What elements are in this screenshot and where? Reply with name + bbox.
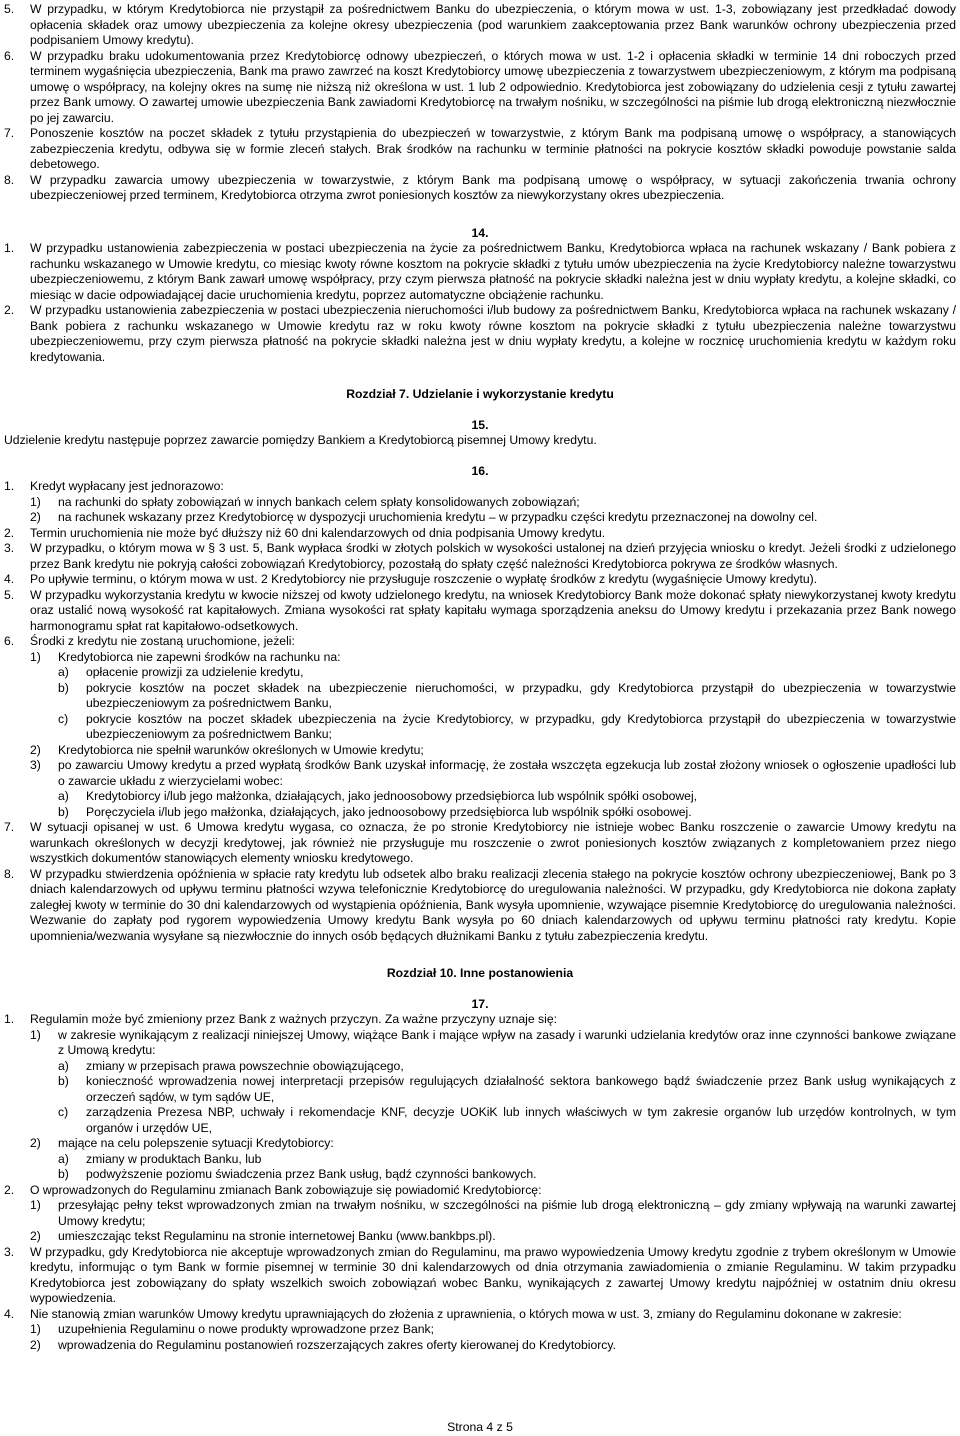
sub-sub-item-letter: a)	[58, 665, 69, 679]
page-number: Strona 4 z 5	[447, 1420, 513, 1434]
sub-item-text: na rachunki do spłaty zobowiązań w innych bankach celem spłaty konsolidowanych zobowiązań;	[58, 494, 580, 509]
sub-item-body	[58, 650, 956, 743]
section-15-heading: 15.	[471, 417, 489, 432]
item-text: Kredyt wypłacany jest jednorazowo:	[30, 479, 224, 493]
item-body	[30, 49, 956, 127]
sub-sub-item	[58, 1059, 956, 1075]
sub-item-body	[58, 758, 956, 820]
item-number: 1.	[4, 479, 15, 493]
item-text: O wprowadzonych do Regulaminu zmianach Bank zobowiązuje się powiadomić Kredytobiorcę:	[30, 1182, 542, 1197]
item-number: 6.	[4, 634, 15, 648]
sub-item-text: na rachunek wskazany przez Kredytobiorcę w dyspozycji uruchomienia kredytu – w przypadku części kredytu przeznaczonej na dowolny cel.	[58, 510, 818, 524]
sub-item-number: 1)	[30, 494, 41, 509]
item-text: Termin uruchomienia nie może być dłuższy niż 60 dni kalendarzowych od dnia podpisania Umowy kredytu.	[30, 525, 606, 540]
sub-item-number: 2)	[30, 510, 41, 524]
sub-sub-item-text: pokrycie kosztów na poczet składek na ubezpieczenie nieruchomości, w przypadku, gdy Kredytobiorca przystąpił do ubezpieczenia w towarzystwie ubezpieczeniowym za pośrednictwem Banku,	[86, 680, 956, 710]
sub-sub-item	[58, 712, 956, 743]
item-text: Ponoszenie kosztów na poczet składek z tytułu przystąpienia do ubezpieczeń w towarzystwie, z którym Bank ma podpisaną umowę o współpracy, a stanowiących zabezpieczenia kredytu, odbywa się w formie zleceń stałych. Brak środków na rachunku w terminie płatności na pokrycie kosztów składki powoduje powstanie salda debetowego.	[30, 126, 956, 171]
item-text: W przypadku, o którym mowa w § 3 ust. 5, Bank wypłaca środki w złotych polskich w wysokości ustalonej na dzień przyjęcia wniosku o kredyt. Jeżeli środki z udzielonego przez Bank kredytu nie pokryją całości zobowiązań Kredytobiorcy, pozostałą do spłaty część należności Kredytobiorca pokrywa ze środków własnych.	[30, 541, 956, 571]
item-text: W przypadku wykorzystania kredytu w kwocie niższej od kwoty udzielonego kredytu, na wniosek Kredytobiorcy Bank może dokonać spłaty niewykorzystanej kwoty kredytu oraz ustalić nową wysokość rat kapitałowych. Zmiana wysokości rat spłaty kapitału wymaga sporządzenia aneksu do Umowy kredytu i przekazania przez Bank nowego harmonogramu spłat rat kapitałowo-odsetkowych.	[30, 587, 956, 633]
sub-item	[30, 650, 956, 743]
sub-item-text: po zawarciu Umowy kredytu a przed wypłatą środków Bank uzyskał informację, że została wszczęta egzekucja lub został złożony wniosek o ogłoszenie upadłości lub o zawarcie układu z wierzycielami wobec:	[58, 758, 956, 788]
sub-sub-item-letter: b)	[58, 1074, 69, 1088]
sub-item	[30, 1322, 956, 1338]
list-item	[4, 634, 956, 820]
sub-item-number: 1)	[30, 649, 41, 664]
sub-sub-item	[58, 789, 956, 805]
sub-item-body	[58, 743, 956, 759]
item-number: 4.	[4, 1306, 15, 1321]
sub-sub-item-letter: c)	[58, 711, 69, 726]
item-text: W przypadku braku udokumentowania przez Kredytobiorcę odnowy ubezpieczeń, o których mowa w ust. 1-2 i opłacenia składki w terminie 14 dni roboczych przed terminem wygaśnięcia ubezpieczenia, Bank ma prawo zawrzeć na koszt Kredytobiorcy umowę ubezpieczenia z towarzystwem ubezpieczeniowym, z którym ma podpisaną umowę o współpracy, na kolejny okres na sumę nie niższą niż określona w ust. 1 lub 2 odpowiednio. Kredytobiorca jest zobowiązany do udzielenia cesji z tytułu zawartej przez Bank umowy. O zawartej umowie ubezpieczenia Bank zawiadomi Kredytobiorcę na trwałym nośniku, w szczególności na piśmie lub drogą elektroniczną niezwłocznie po jej zawarciu.	[30, 48, 956, 125]
item-body	[30, 634, 956, 820]
sub-sub-item-text: Poręczyciela i/lub jego małżonka, działających, jako jednoosobowy przedsiębiorca lub wspólnik spółki osobowej.	[86, 804, 692, 819]
item-number: 8.	[4, 866, 15, 881]
item-body	[30, 2, 956, 49]
item-text: W przypadku zawarcia umowy ubezpieczenia w towarzystwie, z którym Bank ma podpisaną umowę o współpracy, w sytuacji zakończenia trwania ochrony ubezpieczeniowej przed terminem, Kredytobiorca otrzyma zwrot poniesionych kosztów za niewykorzystany okres ubezpieczenia.	[30, 172, 956, 202]
list-item	[4, 1307, 956, 1354]
list-item	[4, 1245, 956, 1307]
sub-item-number: 2)	[30, 1229, 41, 1243]
sub-item-text: Kredytobiorca nie zapewni środków na rachunku na:	[58, 649, 341, 664]
section-15-text: Udzielenie kredytu następuje poprzez zawarcie pomiędzy Bankiem a Kredytobiorcą pisemnej Umowy kredytu.	[4, 433, 597, 447]
item-body	[30, 867, 956, 945]
sub-item-number: 1)	[30, 1322, 41, 1336]
list-item	[4, 173, 956, 204]
sub-item-text: przesyłając pełny tekst wprowadzonych zmian na trwałym nośniku, w szczególności na piśmie lub drogą elektroniczną – gdy zmiany wpływają na warunki zawartej Umowy kredytu;	[58, 1198, 956, 1228]
item-body	[30, 126, 956, 173]
sub-item	[30, 1028, 956, 1137]
section-16-heading: 16.	[471, 463, 489, 478]
sub-sub-item	[58, 681, 956, 712]
item-number: 2.	[4, 303, 15, 317]
sub-sub-item	[58, 805, 956, 821]
sub-item-text: w zakresie wynikającym z realizacji niniejszej Umowy, wiążące Bank i mające wpływ na zasady i warunki udzielania kredytów oraz inne czynności bankowe związane z Umową kredytu:	[58, 1027, 956, 1057]
sub-item-text: Kredytobiorca nie spełnił warunków określonych w Umowie kredytu;	[58, 742, 424, 757]
sub-item	[30, 510, 956, 526]
item-number: 2.	[4, 1182, 15, 1197]
list-item	[4, 303, 956, 365]
sub-item-number: 2)	[30, 742, 41, 757]
item-text: W przypadku, w którym Kredytobiorca nie przystąpił za pośrednictwem Banku do ubezpieczenia, o którym mowa w ust. 1-3, zobowiązany jest przedkładać dowody opłacenia składek oraz umowy ubezpieczenia za kolejne okresy ubezpieczenia (pod warunkiem zaakceptowania przez Bank warunków ochrony ubezpieczenia przed podpisaniem Umowy kredytu).	[30, 2, 956, 47]
sub-item-text: umieszczając tekst Regulaminu na stronie internetowej Banku (www.bankbps.pl).	[58, 1229, 496, 1243]
section-17-heading: 17.	[471, 996, 489, 1011]
sub-item	[30, 1229, 956, 1245]
list-item	[4, 1183, 956, 1245]
chapter-7-title: Rozdział 7. Udzielanie i wykorzystanie kredytu	[346, 387, 614, 401]
sub-item-text: uzupełnienia Regulaminu o nowe produkty wprowadzone przez Bank;	[58, 1322, 435, 1336]
item-number: 5.	[4, 2, 15, 16]
item-number: 4.	[4, 572, 15, 586]
sub-sub-item-letter: a)	[58, 1058, 69, 1073]
sub-sub-item	[58, 1105, 956, 1136]
sub-sub-item-letter: b)	[58, 804, 69, 819]
item-body	[30, 1183, 956, 1245]
item-body	[30, 541, 956, 572]
list-item	[4, 241, 956, 303]
item-body	[30, 572, 956, 588]
sub-item-body	[58, 1338, 956, 1354]
item-body	[30, 820, 956, 867]
item-body	[30, 173, 956, 204]
item-text: Nie stanowią zmian warunków Umowy kredytu uprawniających do złożenia z uprawnienia, o których mowa w ust. 3, zmiany do Regulaminu dokonane w zakresie:	[30, 1306, 902, 1321]
sub-item	[30, 495, 956, 511]
list-item	[4, 867, 956, 945]
list-item	[4, 526, 956, 542]
sub-sub-item-text: pokrycie kosztów na poczet składek ubezpieczenia na życie Kredytobiorcy, w przypadku, gdy Kredytobiorca przystąpił do ubezpieczenia w towarzystwie ubezpieczeniowym za pośrednictwem Banku;	[86, 711, 956, 741]
list-item	[4, 126, 956, 173]
sub-sub-item-text: konieczność wprowadzenia nowej interpretacji przepisów regulujących działalność sektora bankowego bądź świadczenie przez Bank usług wynikających z orzeczeń sądów, w tym sądów UE,	[86, 1074, 956, 1104]
item-number: 1.	[4, 241, 15, 255]
item-body	[30, 526, 956, 542]
item-text: W przypadku stwierdzenia opóźnienia w spłacie raty kredytu lub odsetek albo braku realizacji zlecenia stałego na pokrycie kosztów ochrony ubezpieczeniowej, Bank po 3 dniach kalendarzowych od upływu terminu płatności wzywa telefonicznie Kredytobiorcę do uregulowania należności. W przypadku, gdy Kredytobiorca nie dokona zapłaty zaległej kwoty w terminie do 30 dni kalendarzowych od wystąpienia opóźnienia, Bank wysyła upomnienie, wzywające pisemnie Kredytobiorcę do uregulowania należności. Wezwanie do zapłaty pod rygorem wypowiedzenia Umowy kredytu Bank wysyła po 60 dniach kalendarzowych od upływu terminu płatności raty kredytu. Kopie upomnienia/wezwania wysyłane są niezwłocznie do innych osób będących dłużnikami Banku z tytułu zabezpieczenia kredytu.	[30, 866, 956, 943]
sub-item-body	[58, 1229, 956, 1245]
sub-sub-item	[58, 1074, 956, 1105]
sub-item-body	[58, 510, 956, 526]
sub-sub-item-text: zmiany w produktach Banku, lub	[86, 1151, 262, 1166]
item-text: W przypadku, gdy Kredytobiorca nie akceptuje wprowadzonych zmian do Regulaminu, ma prawo wypowiedzenia Umowy kredytu zgodnie z trybem określonym w Umowie kredytu, informując o tym Bank w formie pisemnej w terminie 30 dni kalendarzowych od dnia otrzymania zawiadomienia o zmianie Regulaminu. W takim przypadku Kredytobiorca jest zobowiązany do spłaty wszelkich swoich zobowiązań wobec Banku, wynikających z zawartej Umowy kredytu najpóźniej w ostatnim dniu okresu wypowiedzenia.	[30, 1244, 956, 1305]
list-item	[4, 2, 956, 49]
item-number: 3.	[4, 541, 15, 555]
sub-sub-item-text: opłacenie prowizji za udzielenie kredytu,	[86, 665, 304, 679]
item-text: Regulamin może być zmieniony przez Bank z ważnych przyczyn. Za ważne przyczyny uznaje się:	[30, 1012, 557, 1026]
sub-sub-item	[58, 1167, 956, 1183]
item-text: W przypadku ustanowienia zabezpieczenia w postaci ubezpieczenia nieruchomości i/lub budowy za pośrednictwem Banku, Kredytobiorca wpłaca na rachunek wskazany / Bank pobiera z rachunku wskazanego w Umowie kredytu raz w roku kwoty równe kosztom na pokrycie składki z tytułu ubezpieczenia należne towarzystwu ubezpieczeniowemu, przy czym pierwsza płatność na pokrycie składki należna jest w dniu wypłaty kredytu, a kolejne w rocznicę uruchomienia kredytu w każdym roku kredytowania.	[30, 303, 956, 364]
item-body	[30, 1245, 956, 1307]
sub-sub-item-letter: b)	[58, 680, 69, 695]
sub-item-body	[58, 1322, 956, 1338]
sub-item	[30, 1338, 956, 1354]
sub-item-number: 1)	[30, 1198, 41, 1212]
item-body	[30, 241, 956, 303]
sub-sub-item-text: Kredytobiorcy i/lub jego małżonka, działających, jako jednoosobowy przedsiębiorca lub wspólnik spółki osobowej,	[86, 789, 698, 803]
sub-sub-item-text: zarządzenia Prezesa NBP, uchwały i rekomendacje KNF, decyzje UOKiK lub innych właściwych w tym zakresie organów lub urzędów kontrolnych, w tym organów i urzędów UE,	[86, 1105, 956, 1135]
section-17	[4, 1012, 956, 1353]
sub-sub-item	[58, 1152, 956, 1168]
list-item	[4, 588, 956, 635]
section-16	[4, 479, 956, 944]
item-number: 5.	[4, 587, 15, 602]
item-text: W przypadku ustanowienia zabezpieczenia w postaci ubezpieczenia na życie za pośrednictwem Banku, Kredytobiorca wpłaca na rachunek wskazany / Bank pobiera z rachunku wskazanego w Umowie kredytu, co miesiąc kwoty równe kosztom na pokrycie składki z tytułu umów ubezpieczenia na życie Kredytobiorcy należne towarzystwu ubezpieczeniowemu, z którym Bank zawarł umowę współpracy, przy czym pierwsza płatność na pokrycie składki należna jest w dniu wypłaty kredytu, a kolejne składki, co miesiąc w dacie odpowiadającej dacie uruchomienia kredytu, poprzez automatyczne obciążenie rachunku.	[30, 241, 956, 302]
sub-item-number: 1)	[30, 1027, 41, 1042]
item-body	[30, 479, 956, 526]
sub-item-text: wprowadzenia do Regulaminu postanowień rozszerzających zakres oferty kierowanej do Kredytobiorcy.	[58, 1337, 616, 1352]
sub-sub-item-letter: a)	[58, 1151, 69, 1166]
item-text: Środki z kredytu nie zostaną uruchomione, jeżeli:	[30, 634, 295, 648]
sub-sub-item-letter: a)	[58, 789, 69, 803]
sub-sub-item	[58, 665, 956, 681]
item-number: 6.	[4, 48, 15, 63]
sub-item-text: mające na celu polepszenie sytuacji Kredytobiorcy:	[58, 1136, 334, 1150]
sub-sub-item-letter: b)	[58, 1167, 69, 1181]
sub-item-body	[58, 1136, 956, 1183]
item-body	[30, 588, 956, 635]
sub-item	[30, 758, 956, 820]
list-item	[4, 541, 956, 572]
sub-sub-item-text: zmiany w przepisach prawa powszechnie obowiązującego,	[86, 1058, 404, 1073]
list-item	[4, 572, 956, 588]
sub-item	[30, 1136, 956, 1183]
sub-item	[30, 743, 956, 759]
section-13-continued	[4, 2, 956, 204]
item-body	[30, 1307, 956, 1354]
list-item	[4, 479, 956, 526]
section-14	[4, 241, 956, 365]
sub-item-number: 3)	[30, 758, 41, 772]
item-number: 2.	[4, 525, 15, 540]
section-14-heading: 14.	[471, 225, 489, 240]
item-number: 7.	[4, 820, 15, 834]
item-number: 3.	[4, 1244, 15, 1259]
sub-item-body	[58, 1198, 956, 1229]
item-body	[30, 303, 956, 365]
sub-item-number: 2)	[30, 1136, 41, 1150]
sub-item-body	[58, 1028, 956, 1137]
sub-sub-item-text: podwyższenie poziomu świadczenia przez Bank usług, bądź czynności bankowych.	[86, 1167, 537, 1181]
item-number: 7.	[4, 126, 15, 140]
item-number: 8.	[4, 172, 15, 187]
item-text: W sytuacji opisanej w ust. 6 Umowa kredytu wygasa, co oznacza, że po stronie Kredytobiorcy nie istnieje wobec Banku roszczenie o zawarcie Umowy kredytu na warunkach określonych w decyzji kredytowej, jak również nie przysługuje mu roszczenie o zwrot poniesionych kosztów związanych z kompletowaniem przez niego wszystkich dokumentów stanowiących elementy wniosku kredytowego.	[30, 820, 956, 865]
list-item	[4, 1012, 956, 1183]
sub-item-body	[58, 495, 956, 511]
sub-item	[30, 1198, 956, 1229]
chapter-10-title: Rozdział 10. Inne postanowienia	[386, 966, 574, 980]
item-body	[30, 1012, 956, 1183]
item-text: Po upływie terminu, o którym mowa w ust. 2 Kredytobiorcy nie przysługuje roszczenie o wypłatę środków z kredytu (wygaśnięcie Umowy kredytu).	[30, 572, 818, 586]
list-item	[4, 49, 956, 127]
sub-sub-item-letter: c)	[58, 1105, 69, 1119]
list-item	[4, 820, 956, 867]
sub-item-number: 2)	[30, 1337, 41, 1352]
item-number: 1.	[4, 1012, 15, 1026]
